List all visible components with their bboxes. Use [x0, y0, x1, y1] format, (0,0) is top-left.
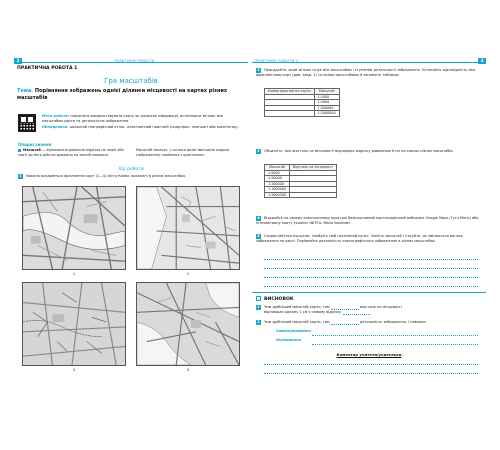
goal-text: навчитися використовувати карту як джерело інформації, встановити зв'язок між масштабом карти та детальністю зображення. [42, 114, 224, 123]
map-caption-2: 2 [186, 272, 190, 276]
table-header: Відстань на місцевості [289, 165, 336, 171]
teacher-comment-line[interactable] [264, 366, 478, 374]
conclusion-text: Чим дрібніший масштаб карти, тим [264, 305, 330, 309]
bullet-icon [18, 149, 21, 152]
conclusion-2 [256, 320, 482, 325]
conclusion-text: відстань на місцевості [359, 305, 402, 309]
task-5 [256, 234, 482, 244]
answer-line[interactable] [264, 261, 478, 269]
task-number: 3 [257, 149, 260, 153]
work-label: ПРАКТИЧНА РОБОТА 1 [17, 66, 78, 71]
scale-table [264, 88, 340, 117]
conclusion-text: відповідає одному 1 см у самому відрізку. [264, 310, 343, 314]
answer-line[interactable] [264, 279, 478, 287]
task-2 [256, 68, 482, 78]
conclusion-text: детальність зображення, і навпаки. [359, 320, 427, 324]
task-text: Обчисліть, яка відстань на місцевості відповідає відрізку довжиною 6 см на картах різних масштабів. [264, 149, 454, 153]
map-caption-4: 4 [186, 368, 190, 372]
equipment-key: Обладнання: [42, 125, 69, 129]
map-fragment-3 [22, 282, 126, 366]
conclusion-title: ВИСНОВОК [264, 297, 294, 302]
right-header [252, 58, 486, 63]
answer-blank[interactable] [343, 314, 371, 315]
header-title: ПРАКТИЧНІ РОБОТИ 1 [254, 58, 299, 63]
answer-line[interactable] [264, 270, 478, 278]
table-header: Масштаб [314, 89, 339, 95]
goal-key: Мета роботи: [42, 114, 70, 118]
qr-code[interactable] [18, 114, 36, 132]
task-3 [256, 149, 482, 154]
scale-cell: 1:1000 [314, 94, 339, 100]
right-page [252, 56, 486, 378]
distance-cell[interactable] [289, 192, 336, 198]
conclusion-text: Чим дрібніший масштаб карти, тим [264, 320, 330, 324]
mutual-assessment-label: Оцінювання [276, 338, 301, 342]
self-assessment-line[interactable] [312, 328, 478, 336]
page-number: 2 [14, 58, 22, 64]
self-assessment-label: Самооцінювання [276, 329, 311, 333]
fragment-cell[interactable] [265, 111, 315, 117]
equipment [42, 125, 244, 130]
scale-cell: 1:200000 [265, 181, 290, 187]
support-right: Масштаб показує, у скільки разів зменшено модель (зображення) порівняно з оригіналом. [136, 148, 230, 157]
task-text: Пригадайте, який зв'язок існує між масштабом і ступенем детальності зображення. Установіть відповідність між фрагментами карт (див. завд. 1) та їхніми масштабами й заповніть таблицю. [256, 68, 476, 77]
divider [252, 292, 486, 293]
scale-cell: 1:2000000 [314, 111, 339, 117]
scale-cell: 1:50000 [265, 176, 290, 182]
task-number: 2 [257, 320, 260, 324]
workbook-spread [14, 56, 486, 378]
scale-cell: 1:5000000 [265, 192, 290, 198]
theme-tag: Тема. [17, 88, 34, 94]
scale-cell: 1:500000 [314, 105, 339, 111]
table-row [265, 111, 340, 117]
scale-cell: 1:5000 [265, 170, 290, 176]
task-text: Скористайтеся пошуком, знайдіть свій населений пункт. Змініть масштаб і з'ясуйте, як змінюється вигляд зображення на карті. Порівняйте детальність картографічного зображення в різних масштабах. [256, 234, 463, 243]
left-page [14, 56, 248, 378]
support-left-text: — відношення довжини відрізка на плані або карті до його дійсної довжини на земній поверхні. [18, 148, 124, 157]
map-caption-3: 3 [72, 368, 76, 372]
page-number: 3 [478, 58, 486, 64]
task-number: 4 [257, 216, 260, 220]
task-number: 2 [257, 68, 260, 72]
task-4 [256, 216, 482, 226]
support-term: Масштаб [23, 148, 41, 152]
map-fragment-2 [136, 186, 240, 270]
task-number: 1 [257, 305, 260, 309]
scale-cell: 1:1000000 [265, 187, 290, 193]
map-caption-1: 1 [72, 272, 76, 276]
task-text: Уважно роздивіться фрагменти карт (1—4) міста Києва, виконані в різних масштабах. [26, 174, 187, 178]
map-fragment-1 [22, 186, 126, 270]
scale-cell: 1:5000 [314, 100, 339, 106]
answer-blank[interactable] [331, 324, 359, 325]
map-fragments [22, 186, 240, 374]
task-number: 1 [19, 174, 22, 178]
left-header [14, 58, 248, 63]
teacher-comment-heading: Коментар учителя/учительки [336, 352, 402, 357]
teacher-comment-line[interactable] [264, 357, 478, 365]
table-header: Масштаб [265, 165, 290, 171]
theme-text: Порівняння зображень однієї ділянки місцевості на картах різних масштабів [17, 88, 228, 101]
map-fragment-4 [136, 282, 240, 366]
table-row [265, 192, 337, 198]
task-text: Відкрийте на своєму електронному пристрої безкоштовний картографічний вебсервіс Google Maps (Гугл Мепс) або інтерактивну карту України «ВІЗТА. Мапа України». [256, 216, 479, 225]
page-title: Гра масштабів [104, 77, 158, 85]
task-1 [18, 174, 244, 179]
distance-table [264, 164, 337, 198]
course-heading: Хід роботи [118, 167, 144, 172]
mutual-assessment-line[interactable] [312, 337, 478, 345]
table-header: Номер фрагмента карти [265, 89, 315, 95]
support-left [18, 148, 126, 157]
conclusion-1 [256, 305, 482, 315]
goal [42, 114, 244, 123]
header-title: ПРАКТИЧНІ РОБОТИ [114, 58, 155, 63]
conclusion-heading [256, 296, 294, 303]
answer-line[interactable] [264, 252, 478, 260]
support-heading: Опорні знання [18, 142, 52, 147]
equipment-text: шкільний географічний атлас, електронний пристрій (смартфон, планшет або комп'ютер). [69, 125, 239, 129]
task-number: 5 [257, 234, 260, 238]
check-icon: ✓ [257, 296, 261, 301]
theme [17, 88, 236, 101]
